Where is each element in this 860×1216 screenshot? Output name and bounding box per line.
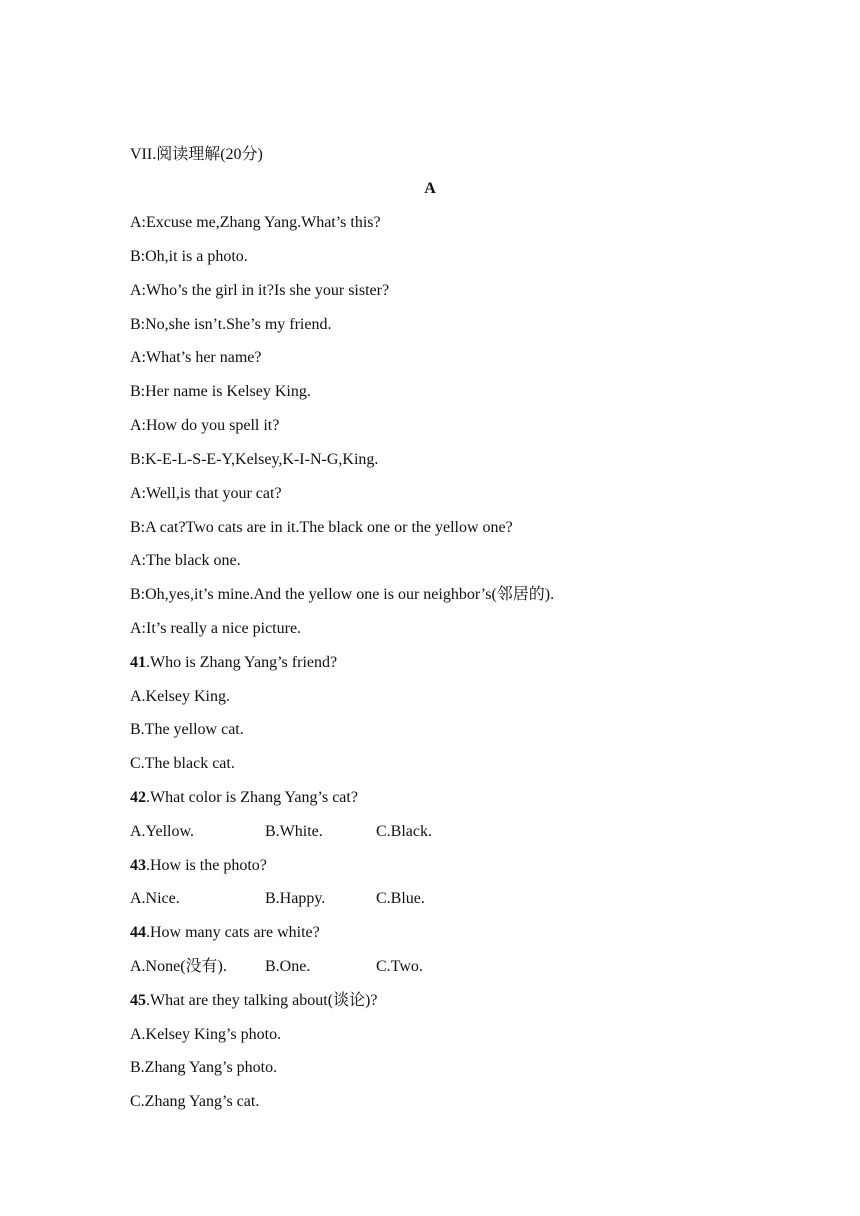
dialogue-line: A:The black one. <box>130 552 241 569</box>
option-b: B.The yellow cat. <box>130 721 244 738</box>
option-c: C.Zhang Yang’s cat. <box>130 1093 260 1110</box>
passage-label: A <box>424 180 436 197</box>
option-c: C.Blue. <box>376 890 425 907</box>
option-a: A.Kelsey King. <box>130 688 230 705</box>
option-b: B.One. <box>265 958 311 975</box>
option-c: C.Two. <box>376 958 423 975</box>
option-c: C.Black. <box>376 823 432 840</box>
option-b: B.Happy. <box>265 890 326 907</box>
question-text: .What are they talking about(谈论)? <box>146 992 378 1009</box>
dialogue-line: B:K-E-L-S-E-Y,Kelsey,K-I-N-G,King. <box>130 451 379 468</box>
option-c: C.The black cat. <box>130 755 235 772</box>
dialogue-line: B:No,she isn’t.She’s my friend. <box>130 316 332 333</box>
dialogue-line: B:A cat?Two cats are in it.The black one or the yellow one? <box>130 519 513 536</box>
question-text: .How many cats are white? <box>146 924 320 941</box>
question-42 <box>130 788 358 808</box>
question-43 <box>130 856 267 876</box>
question-number: 41 <box>130 654 146 671</box>
dialogue-line: A:Well,is that your cat? <box>130 485 282 502</box>
question-41 <box>130 653 337 673</box>
question-number: 45 <box>130 992 146 1009</box>
dialogue-line: B:Oh,it is a photo. <box>130 248 248 265</box>
dialogue-line: A:What’s her name? <box>130 349 262 366</box>
option-b: B.Zhang Yang’s photo. <box>130 1059 278 1076</box>
dialogue-line: B:Oh,yes,it’s mine.And the yellow one is our neighbor’s(邻居的). <box>130 586 555 603</box>
question-number: 43 <box>130 857 146 874</box>
dialogue-line: A:How do you spell it? <box>130 417 280 434</box>
question-text: .Who is Zhang Yang’s friend? <box>146 654 338 671</box>
dialogue-line: A:Excuse me,Zhang Yang.What’s this? <box>130 214 381 231</box>
question-number: 42 <box>130 789 146 806</box>
dialogue-line: B:Her name is Kelsey King. <box>130 383 311 400</box>
question-number: 44 <box>130 924 146 941</box>
question-45 <box>130 991 377 1011</box>
option-a: A.None(没有). <box>130 958 227 975</box>
option-b: B.White. <box>265 823 323 840</box>
question-text: .How is the photo? <box>146 857 267 874</box>
option-a: A.Kelsey King’s photo. <box>130 1026 282 1043</box>
dialogue-line: A:Who’s the girl in it?Is she your sister? <box>130 282 390 299</box>
question-44 <box>130 923 320 943</box>
section-title: VII.阅读理解(20分) <box>130 146 263 163</box>
option-a: A.Nice. <box>130 890 180 907</box>
option-a: A.Yellow. <box>130 823 195 840</box>
question-text: .What color is Zhang Yang’s cat? <box>146 789 358 806</box>
dialogue-line: A:It’s really a nice picture. <box>130 620 302 637</box>
